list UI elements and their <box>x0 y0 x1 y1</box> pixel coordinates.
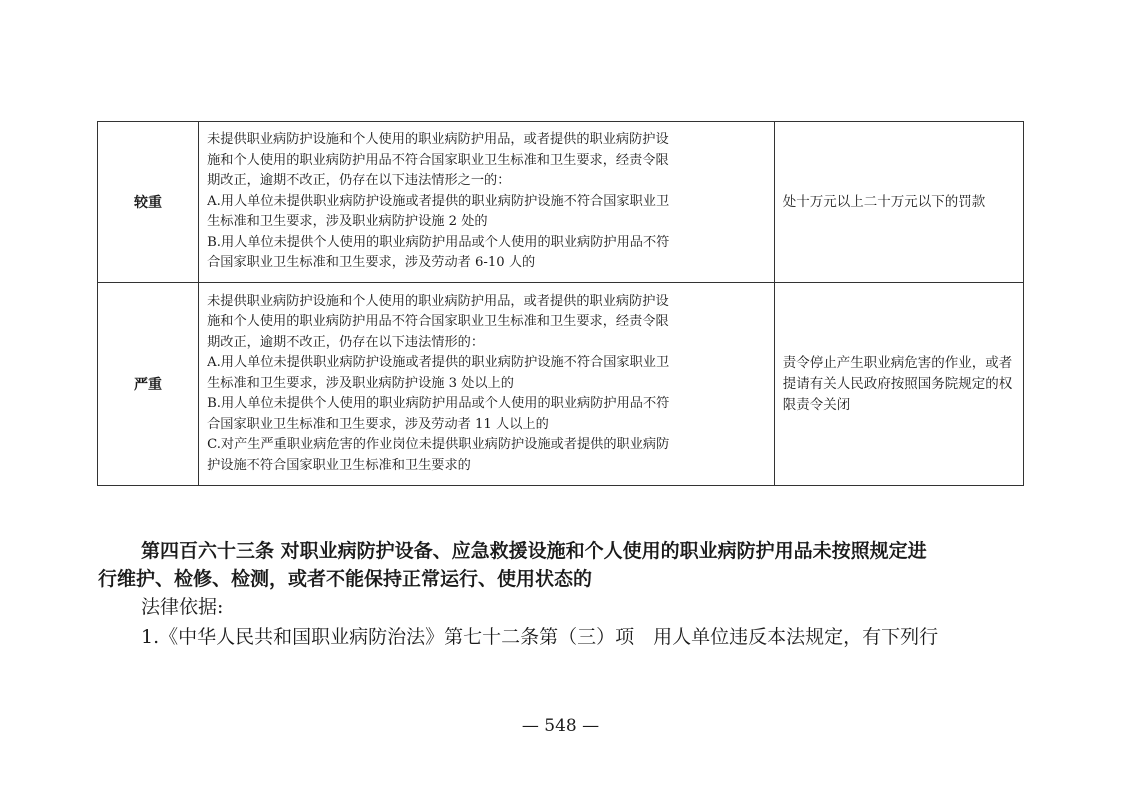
law-citation: 1.《中华人民共和国职业病防治法》第七十二条第（三）项 用人单位违反本法规定，有下列行 <box>141 626 939 648</box>
table-row <box>98 283 1024 486</box>
condition-line: 护设施不符合国家职业卫生标准和卫生要求的 <box>207 457 471 473</box>
condition-line: 生标准和卫生要求，涉及职业病防护设施 2 处的 <box>207 214 488 230</box>
penalty-table <box>97 121 1024 486</box>
condition-line: C.对产生严重职业病危害的作业岗位未提供职业病防护设施或者提供的职业病防 <box>207 437 670 453</box>
article-title-line: 行维护、检修、检测，或者不能保持正常运行、使用状态的 <box>98 568 593 590</box>
condition-line: 期改正，逾期不改正，仍存在以下违法情形之一的： <box>207 173 511 189</box>
condition-line: A.用人单位未提供职业病防护设施或者提供的职业病防护设施不符合国家职业卫 <box>207 355 670 371</box>
violation-conditions <box>199 122 775 283</box>
condition-line: 施和个人使用的职业病防护用品不符合国家职业卫生标准和卫生要求，经责令限 <box>207 314 669 330</box>
legal-basis-label: 法律依据: <box>141 596 224 618</box>
condition-line: 生标准和卫生要求，涉及职业病防护设施 3 处以上的 <box>207 375 514 391</box>
page-number: — 548 — <box>521 716 600 736</box>
condition-line: 未提供职业病防护设施和个人使用的职业病防护用品，或者提供的职业病防护设 <box>207 132 669 148</box>
table-row <box>98 122 1024 283</box>
severity-level: 严重 <box>98 283 199 486</box>
condition-line: A.用人单位未提供职业病防护设施或者提供的职业病防护设施不符合国家职业卫 <box>207 193 670 209</box>
violation-conditions <box>199 283 775 486</box>
penalty-text: 责令停止产生职业病危害的作业，或者提请有关人民政府按照国务院规定的权限责令关闭 <box>774 283 1023 486</box>
condition-line: 未提供职业病防护设施和个人使用的职业病防护用品，或者提供的职业病防护设 <box>207 293 669 309</box>
condition-line: B.用人单位未提供个人使用的职业病防护用品或个人使用的职业病防护用品不符 <box>207 234 670 250</box>
article-title-line: 第四百六十三条 对职业病防护设备、应急救援设施和个人使用的职业病防护用品未按照规定进 <box>141 540 927 562</box>
condition-line: 施和个人使用的职业病防护用品不符合国家职业卫生标准和卫生要求，经责令限 <box>207 152 669 168</box>
severity-level: 较重 <box>98 122 199 283</box>
condition-line: 合国家职业卫生标准和卫生要求，涉及劳动者 11 人以上的 <box>207 416 549 432</box>
penalty-text: 处十万元以上二十万元以下的罚款 <box>774 122 1023 283</box>
condition-line: 合国家职业卫生标准和卫生要求，涉及劳动者 6-10 人的 <box>207 255 536 271</box>
condition-line: B.用人单位未提供个人使用的职业病防护用品或个人使用的职业病防护用品不符 <box>207 396 670 412</box>
condition-line: 期改正，逾期不改正，仍存在以下违法情形的： <box>207 334 485 350</box>
article-title <box>98 537 1038 593</box>
